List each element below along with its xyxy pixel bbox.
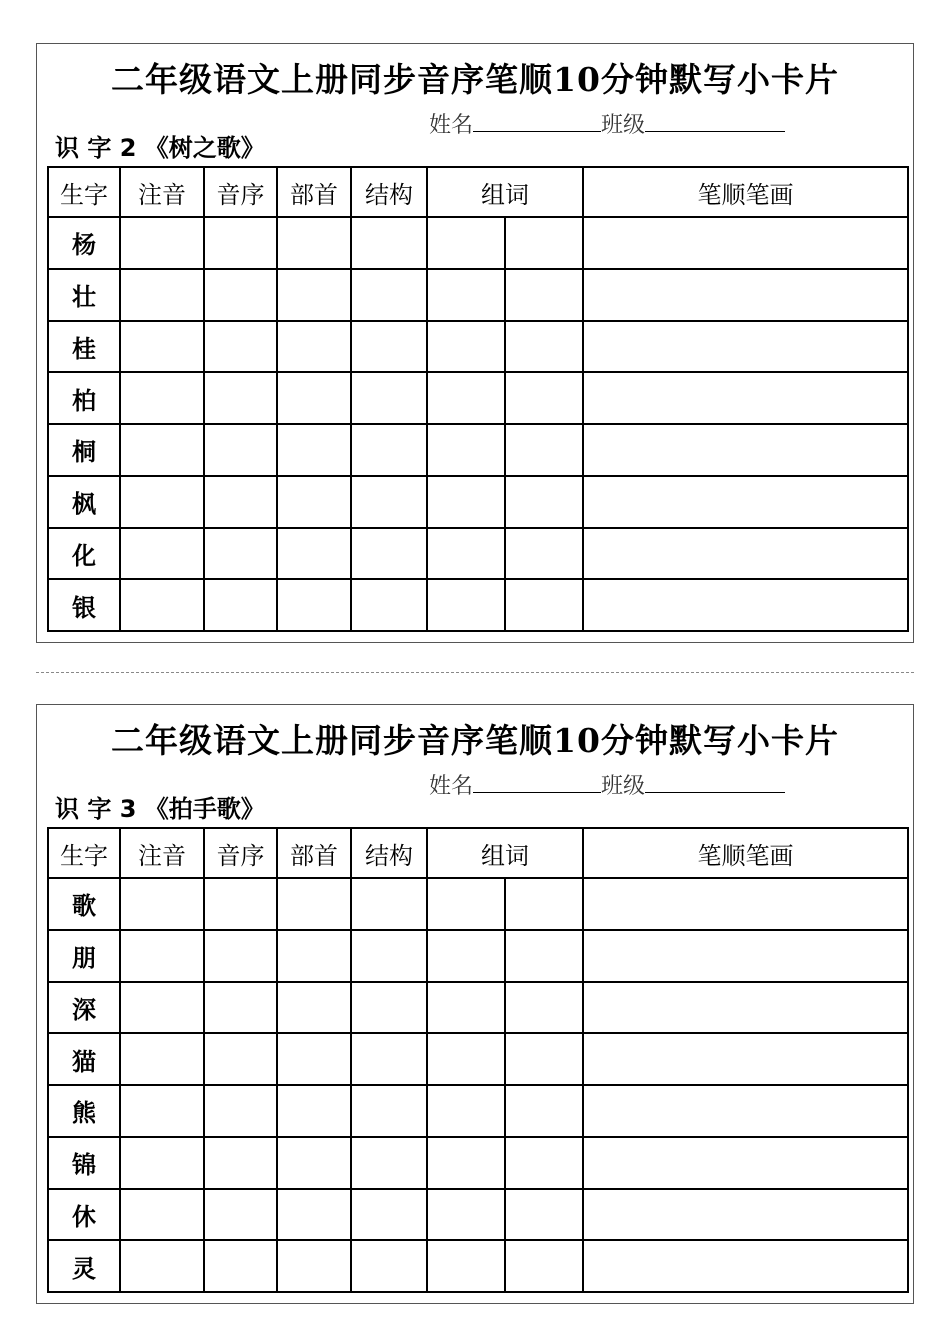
name-blank[interactable]: [473, 770, 601, 793]
blank-cell[interactable]: [505, 930, 583, 982]
blank-cell[interactable]: [277, 321, 351, 373]
lesson-title: 识 字 3 《拍手歌》: [55, 795, 265, 823]
blank-cell[interactable]: [277, 1085, 351, 1137]
dictation-table: [47, 166, 909, 632]
table-row: [48, 476, 908, 528]
table-row: [48, 424, 908, 476]
blank-cell[interactable]: [204, 930, 277, 982]
blank-cell[interactable]: [427, 424, 505, 476]
header-cell: 生字: [48, 828, 120, 878]
header-cell: 部首: [277, 828, 351, 878]
blank-cell[interactable]: [583, 1137, 908, 1189]
blank-cell[interactable]: [351, 1240, 427, 1292]
blank-cell[interactable]: [351, 982, 427, 1034]
blank-cell[interactable]: [351, 321, 427, 373]
blank-cell[interactable]: [505, 982, 583, 1034]
table-row: [48, 321, 908, 373]
blank-cell[interactable]: [120, 269, 204, 321]
worksheet-card-2: [36, 704, 914, 1304]
blank-cell[interactable]: [351, 1137, 427, 1189]
blank-cell[interactable]: [583, 217, 908, 269]
blank-cell[interactable]: [583, 1033, 908, 1085]
blank-cell[interactable]: [505, 878, 583, 930]
blank-cell[interactable]: [427, 1137, 505, 1189]
table-row: [48, 982, 908, 1034]
blank-cell[interactable]: [204, 372, 277, 424]
worksheet-card-1: [36, 43, 914, 643]
blank-cell[interactable]: [351, 528, 427, 580]
blank-cell[interactable]: [583, 476, 908, 528]
table-row: [48, 579, 908, 631]
blank-cell[interactable]: [583, 982, 908, 1034]
blank-cell[interactable]: [583, 528, 908, 580]
blank-cell[interactable]: [427, 982, 505, 1034]
blank-cell[interactable]: [427, 528, 505, 580]
blank-cell[interactable]: [120, 1240, 204, 1292]
blank-cell[interactable]: [583, 372, 908, 424]
character-cell: 壮: [48, 269, 120, 321]
table-row: [48, 1085, 908, 1137]
table-header-row: [48, 828, 908, 878]
header-cell: 结构: [351, 167, 427, 217]
blank-cell[interactable]: [583, 1240, 908, 1292]
blank-cell[interactable]: [583, 930, 908, 982]
blank-cell[interactable]: [427, 930, 505, 982]
blank-cell[interactable]: [505, 217, 583, 269]
blank-cell[interactable]: [204, 982, 277, 1034]
blank-cell[interactable]: [505, 1189, 583, 1241]
class-blank[interactable]: [645, 770, 785, 793]
blank-cell[interactable]: [120, 1033, 204, 1085]
header-cell: 音序: [204, 167, 277, 217]
blank-cell[interactable]: [505, 269, 583, 321]
blank-cell[interactable]: [277, 579, 351, 631]
blank-cell[interactable]: [120, 321, 204, 373]
table-header-row: [48, 167, 908, 217]
blank-cell[interactable]: [351, 217, 427, 269]
blank-cell[interactable]: [120, 217, 204, 269]
table-row: [48, 1189, 908, 1241]
blank-cell[interactable]: [277, 878, 351, 930]
blank-cell[interactable]: [204, 1085, 277, 1137]
blank-cell[interactable]: [505, 1033, 583, 1085]
character-cell: 歌: [48, 878, 120, 930]
lesson-title: 识 字 2 《树之歌》: [55, 134, 265, 162]
blank-cell[interactable]: [120, 1189, 204, 1241]
character-cell: 桐: [48, 424, 120, 476]
character-cell: 柏: [48, 372, 120, 424]
blank-cell[interactable]: [583, 424, 908, 476]
blank-cell[interactable]: [351, 930, 427, 982]
blank-cell[interactable]: [204, 1033, 277, 1085]
blank-cell[interactable]: [427, 372, 505, 424]
blank-cell[interactable]: [277, 269, 351, 321]
blank-cell[interactable]: [277, 1240, 351, 1292]
blank-cell[interactable]: [505, 476, 583, 528]
blank-cell[interactable]: [120, 424, 204, 476]
blank-cell[interactable]: [277, 1033, 351, 1085]
header-cell: 组词: [427, 828, 583, 878]
table-row: [48, 1033, 908, 1085]
blank-cell[interactable]: [204, 579, 277, 631]
blank-cell[interactable]: [427, 579, 505, 631]
blank-cell[interactable]: [120, 528, 204, 580]
table-row: [48, 878, 908, 930]
blank-cell[interactable]: [505, 1137, 583, 1189]
table-row: [48, 1137, 908, 1189]
table-row: [48, 269, 908, 321]
blank-cell[interactable]: [277, 528, 351, 580]
table-row: [48, 528, 908, 580]
blank-cell[interactable]: [277, 217, 351, 269]
blank-cell[interactable]: [204, 1189, 277, 1241]
character-cell: 化: [48, 528, 120, 580]
blank-cell[interactable]: [351, 1085, 427, 1137]
character-cell: 猫: [48, 1033, 120, 1085]
blank-cell[interactable]: [204, 1240, 277, 1292]
class-blank[interactable]: [645, 109, 785, 132]
blank-cell[interactable]: [351, 424, 427, 476]
character-cell: 熊: [48, 1085, 120, 1137]
blank-cell[interactable]: [120, 878, 204, 930]
blank-cell[interactable]: [427, 1085, 505, 1137]
name-label: 姓名: [429, 113, 474, 138]
character-cell: 灵: [48, 1240, 120, 1292]
blank-cell[interactable]: [120, 982, 204, 1034]
blank-cell[interactable]: [204, 217, 277, 269]
name-class-line: [429, 769, 785, 800]
dictation-table: [47, 827, 909, 1293]
blank-cell[interactable]: [120, 1085, 204, 1137]
blank-cell[interactable]: [204, 878, 277, 930]
header-cell: 结构: [351, 828, 427, 878]
character-cell: 桂: [48, 321, 120, 373]
blank-cell[interactable]: [277, 982, 351, 1034]
header-cell: 音序: [204, 828, 277, 878]
character-cell: 休: [48, 1189, 120, 1241]
blank-cell[interactable]: [427, 476, 505, 528]
blank-cell[interactable]: [204, 476, 277, 528]
blank-cell[interactable]: [120, 930, 204, 982]
class-label: 班级: [601, 113, 646, 138]
blank-cell[interactable]: [583, 579, 908, 631]
blank-cell[interactable]: [204, 528, 277, 580]
character-cell: 银: [48, 579, 120, 631]
card-title: 二年级语文上册同步音序笔顺10分钟默写小卡片: [111, 721, 839, 760]
blank-cell[interactable]: [583, 878, 908, 930]
blank-cell[interactable]: [427, 321, 505, 373]
blank-cell[interactable]: [351, 579, 427, 631]
blank-cell[interactable]: [505, 579, 583, 631]
blank-cell[interactable]: [277, 424, 351, 476]
character-cell: 枫: [48, 476, 120, 528]
blank-cell[interactable]: [427, 1240, 505, 1292]
blank-cell[interactable]: [583, 321, 908, 373]
character-cell: 杨: [48, 217, 120, 269]
blank-cell[interactable]: [427, 1189, 505, 1241]
blank-cell[interactable]: [505, 1085, 583, 1137]
table-row: [48, 1240, 908, 1292]
blank-cell[interactable]: [120, 372, 204, 424]
character-cell: 朋: [48, 930, 120, 982]
blank-cell[interactable]: [427, 269, 505, 321]
header-cell: 笔顺笔画: [583, 167, 908, 217]
header-cell: 生字: [48, 167, 120, 217]
class-label: 班级: [601, 774, 646, 799]
blank-cell[interactable]: [351, 878, 427, 930]
header-cell: 部首: [277, 167, 351, 217]
blank-cell[interactable]: [204, 269, 277, 321]
blank-cell[interactable]: [277, 372, 351, 424]
header-cell: 组词: [427, 167, 583, 217]
header-cell: 注音: [120, 167, 204, 217]
name-class-line: [429, 108, 785, 139]
name-blank[interactable]: [473, 109, 601, 132]
header-cell: 注音: [120, 828, 204, 878]
blank-cell[interactable]: [505, 1240, 583, 1292]
table-row: [48, 930, 908, 982]
table-row: [48, 372, 908, 424]
blank-cell[interactable]: [120, 476, 204, 528]
blank-cell[interactable]: [583, 269, 908, 321]
blank-cell[interactable]: [277, 476, 351, 528]
card-title: 二年级语文上册同步音序笔顺10分钟默写小卡片: [111, 60, 839, 99]
blank-cell[interactable]: [427, 878, 505, 930]
blank-cell[interactable]: [505, 424, 583, 476]
cut-line-divider: [36, 672, 914, 673]
blank-cell[interactable]: [505, 321, 583, 373]
blank-cell[interactable]: [351, 1033, 427, 1085]
blank-cell[interactable]: [427, 217, 505, 269]
blank-cell[interactable]: [204, 321, 277, 373]
character-cell: 锦: [48, 1137, 120, 1189]
blank-cell[interactable]: [583, 1085, 908, 1137]
blank-cell[interactable]: [351, 1189, 427, 1241]
blank-cell[interactable]: [583, 1189, 908, 1241]
blank-cell[interactable]: [351, 269, 427, 321]
table-row: [48, 217, 908, 269]
blank-cell[interactable]: [277, 930, 351, 982]
blank-cell[interactable]: [505, 528, 583, 580]
name-label: 姓名: [429, 774, 474, 799]
blank-cell[interactable]: [120, 1137, 204, 1189]
character-cell: 深: [48, 982, 120, 1034]
blank-cell[interactable]: [204, 1137, 277, 1189]
blank-cell[interactable]: [427, 1033, 505, 1085]
blank-cell[interactable]: [120, 579, 204, 631]
blank-cell[interactable]: [351, 476, 427, 528]
blank-cell[interactable]: [505, 372, 583, 424]
blank-cell[interactable]: [351, 372, 427, 424]
blank-cell[interactable]: [277, 1189, 351, 1241]
blank-cell[interactable]: [277, 1137, 351, 1189]
blank-cell[interactable]: [204, 424, 277, 476]
header-cell: 笔顺笔画: [583, 828, 908, 878]
